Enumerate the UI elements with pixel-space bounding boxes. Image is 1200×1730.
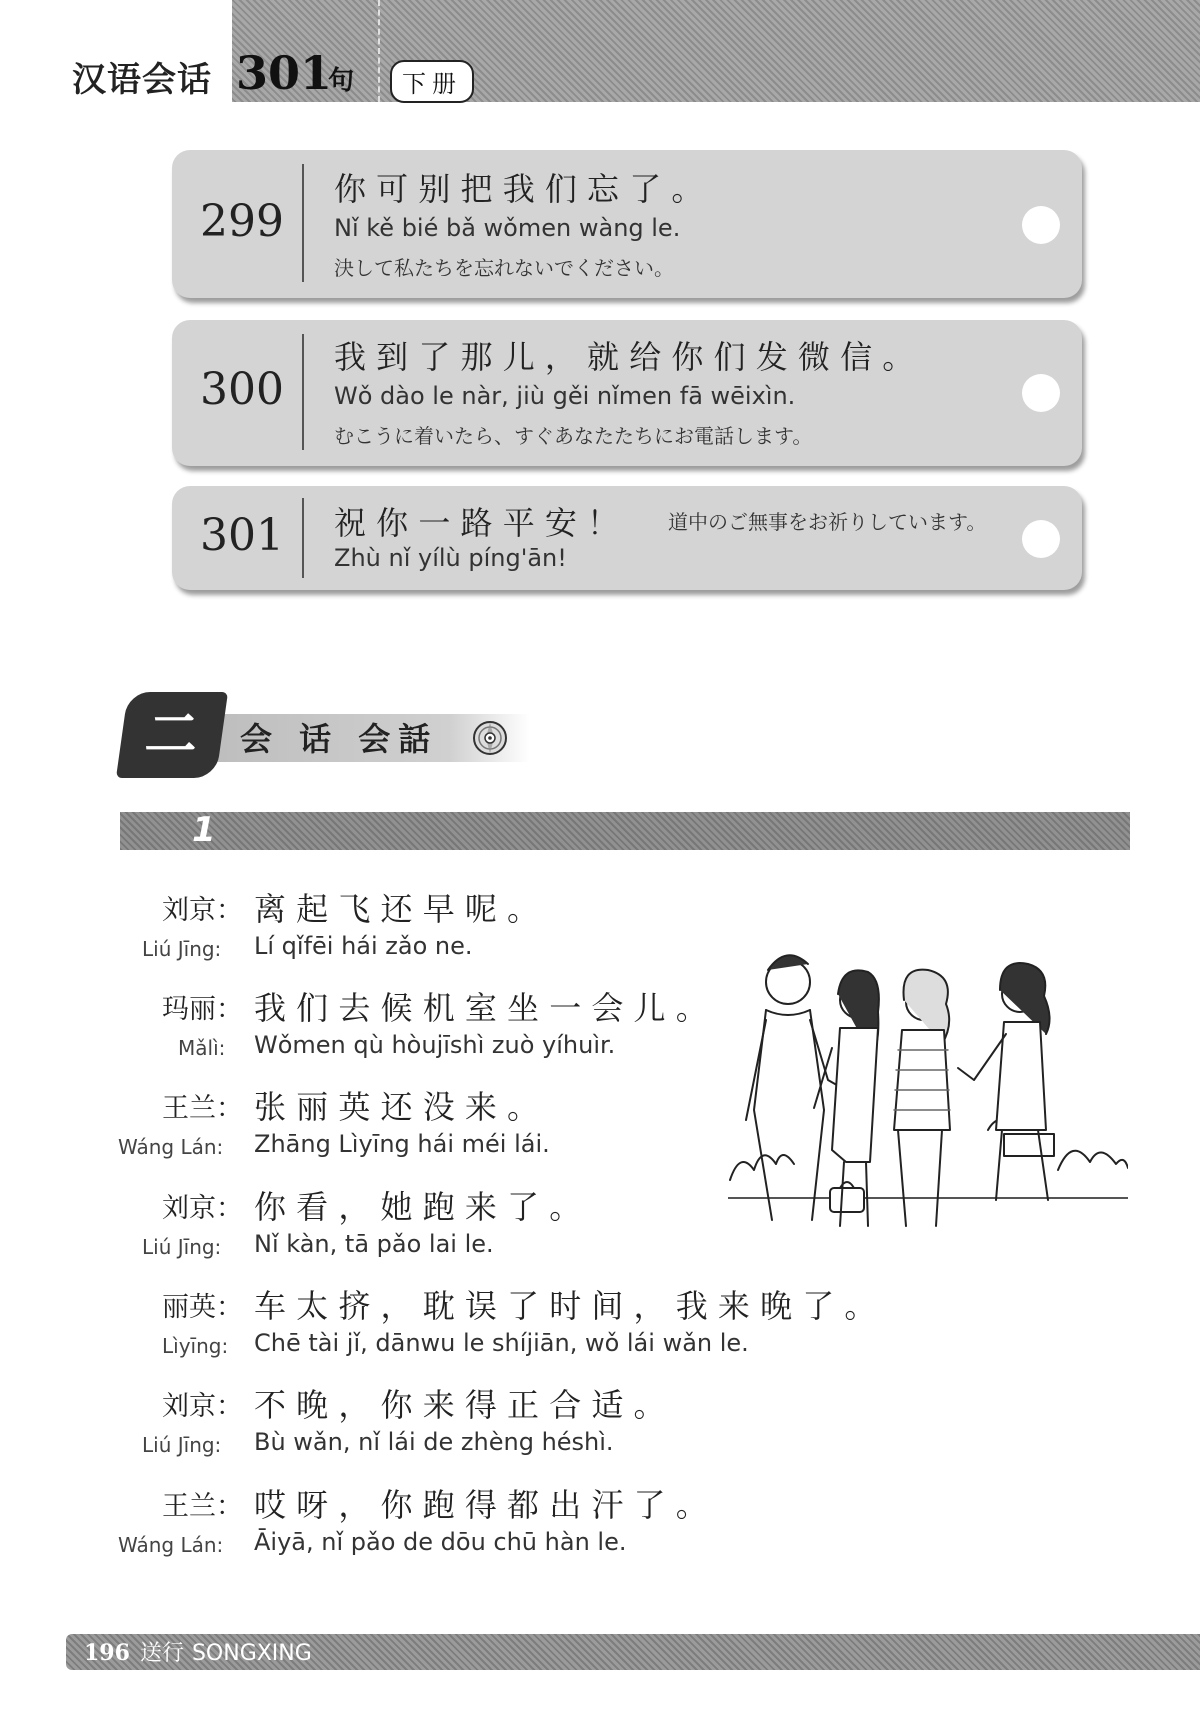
dialogue-line <box>0 1285 1100 1375</box>
line-pinyin: Āiyā, nǐ pǎo de dōu chū hàn le. <box>254 1528 627 1556</box>
line-pinyin: Chē tài jǐ, dānwu le shíjiān, wǒ lái wǎn le. <box>254 1329 749 1357</box>
sentence-card-301 <box>172 486 1082 590</box>
book-number: 301 <box>236 46 333 100</box>
speaker-pinyin: Liú Jīng: <box>142 937 222 961</box>
speaker-name: 丽英： <box>162 1292 243 1323</box>
book-title: 汉语会话 <box>72 60 212 100</box>
sentence-japanese: 道中のご無事をお祈りしています。 <box>668 510 987 534</box>
speaker-name: 刘京： <box>162 1193 243 1224</box>
lesson-title-pinyin: SONGXING <box>191 1641 312 1666</box>
header-divider <box>378 0 380 102</box>
header-band <box>220 0 1200 102</box>
sentence-japanese: むこうに着いたら、すぐあなたたちにお電話します。 <box>334 424 813 448</box>
sentence-card-299 <box>172 150 1082 298</box>
speaker-pinyin: Lìyīng: <box>162 1334 229 1358</box>
line-pinyin: Zhāng Lìyīng hái méi lái. <box>254 1130 550 1158</box>
speaker-name: 玛丽： <box>162 994 243 1025</box>
speaker-name: 王兰： <box>162 1093 243 1124</box>
card-divider <box>302 334 304 450</box>
speaker-name: 刘京： <box>162 895 243 926</box>
line-hanzi: 哎 呀 ， 你 跑 得 都 出 汗 了 。 <box>254 1486 708 1524</box>
speaker-name: 刘京： <box>162 1391 243 1422</box>
line-pinyin: Lí qǐfēi hái zǎo ne. <box>254 932 473 960</box>
sentence-number: 301 <box>200 510 284 561</box>
footer <box>84 1636 312 1667</box>
volume-badge: 下册 <box>390 60 474 103</box>
card-punch-hole <box>1022 374 1060 412</box>
line-pinyin: Wǒmen qù hòujīshì zuò yíhuìr. <box>254 1031 616 1059</box>
card-divider <box>302 164 304 282</box>
dialogue-line <box>0 1384 1100 1474</box>
airport-farewell-illustration <box>728 930 1128 1230</box>
sentence-card-300 <box>172 320 1082 466</box>
speaker-name: 王兰： <box>162 1491 243 1522</box>
card-punch-hole <box>1022 520 1060 558</box>
line-hanzi: 不 晚 ， 你 来 得 正 合 适 。 <box>254 1386 666 1424</box>
dialogue-bar <box>120 812 1130 850</box>
book-ju: 句 <box>328 66 355 96</box>
lesson-title-cn: 送行 <box>139 1641 184 1666</box>
sentence-pinyin: Wǒ dào le nàr, jiù gěi nǐmen fā wēixìn. <box>334 382 796 410</box>
cd-disc-icon[interactable] <box>472 720 508 756</box>
sentence-number: 299 <box>200 196 284 247</box>
line-hanzi: 离 起 飞 还 早 呢 。 <box>254 890 540 928</box>
sentence-hanzi: 我 到 了 那 儿 ， 就 给 你 们 发 微 信 。 <box>334 338 915 376</box>
speaker-pinyin: Wáng Lán: <box>118 1533 224 1557</box>
sentence-pinyin: Nǐ kě bié bǎ wǒmen wàng le. <box>334 214 681 242</box>
sentence-number: 300 <box>200 364 284 415</box>
line-hanzi: 张 丽 英 还 没 来 。 <box>254 1088 540 1126</box>
line-hanzi: 车 太 挤 ， 耽 误 了 时 间 ， 我 来 晚 了 。 <box>254 1287 877 1325</box>
dialogue-number: 1 <box>192 810 216 850</box>
section-title: 会 话 会話 <box>240 720 439 758</box>
sentence-pinyin: Zhù nǐ yílù píng'ān! <box>334 544 567 572</box>
page-number: 196 <box>84 1640 130 1666</box>
speaker-pinyin: Liú Jīng: <box>142 1235 222 1259</box>
card-divider <box>302 498 304 578</box>
line-hanzi: 你 看 ， 她 跑 来 了 。 <box>254 1188 582 1226</box>
sentence-japanese: 決して私たちを忘れないでください。 <box>334 256 674 280</box>
speaker-pinyin: Mǎlì: <box>178 1036 226 1060</box>
sentence-hanzi: 你 可 别 把 我 们 忘 了 。 <box>334 170 704 208</box>
speaker-pinyin: Wáng Lán: <box>118 1135 224 1159</box>
sentence-hanzi: 祝 你 一 路 平 安 ！ <box>334 504 620 542</box>
card-punch-hole <box>1022 206 1060 244</box>
dialogue-line <box>0 1484 1100 1574</box>
line-pinyin: Nǐ kàn, tā pǎo lai le. <box>254 1230 494 1258</box>
line-pinyin: Bù wǎn, nǐ lái de zhèng héshì. <box>254 1428 614 1456</box>
line-hanzi: 我 们 去 候 机 室 坐 一 会 儿 。 <box>254 989 708 1027</box>
speaker-pinyin: Liú Jīng: <box>142 1433 222 1457</box>
section-number-tag: 二 <box>116 692 228 778</box>
